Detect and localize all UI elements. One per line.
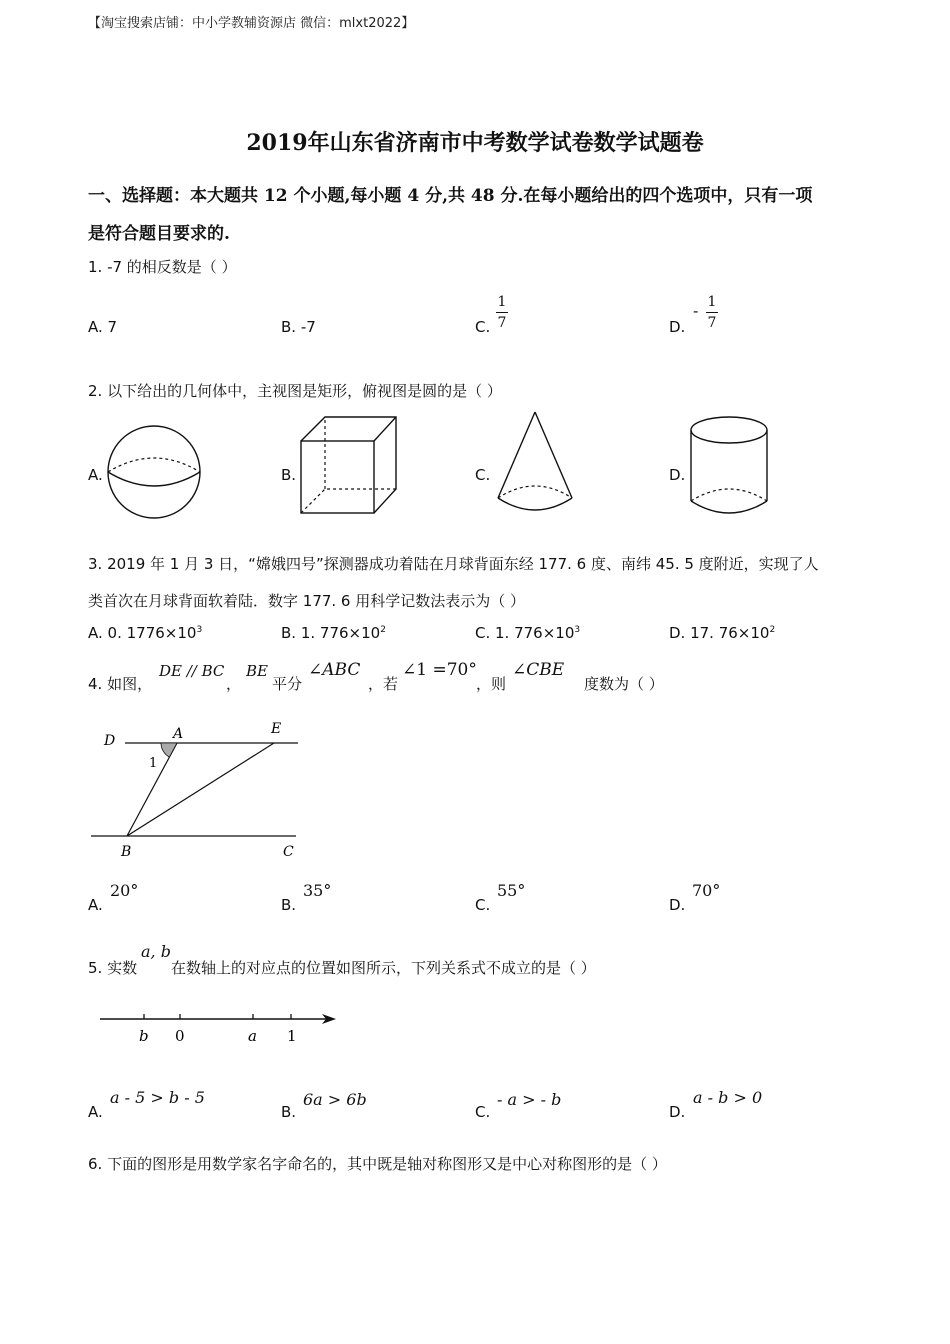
- cube-figure: [300, 415, 400, 515]
- q3-a-text: A. 0. 1776×10: [88, 624, 197, 642]
- header-watermark: 【淘宝搜索店铺：中小学教辅资源店 微信：mlxt2022】: [88, 16, 415, 31]
- q3-option-b: [281, 624, 386, 642]
- q5-suffix: 在数轴上的对应点的位置如图所示，下列关系式不成立的是（ ）: [171, 959, 596, 977]
- q1-d-denominator: 7: [707, 315, 717, 331]
- q5-option-b-label: B.: [281, 1103, 297, 1121]
- q5-prefix: 5. 实数: [88, 959, 138, 977]
- q1-c-numerator: 1: [497, 294, 507, 310]
- q3-c-exponent: 3: [574, 625, 581, 635]
- q4-option-a-label: A.: [88, 896, 103, 914]
- q4-angle1: ∠1 =70°: [402, 660, 477, 680]
- axis-label-zero: 0: [175, 1027, 185, 1045]
- q6-stem: 6. 下面的图形是用数学家名字命名的，其中既是轴对称图形又是中心对称图形的是（ ）: [88, 1155, 667, 1173]
- fig-label-d: D: [104, 733, 116, 749]
- q4-option-b-label: B.: [281, 896, 297, 914]
- q5-option-d-expr: a - b > 0: [693, 1088, 763, 1107]
- q4-comma2: ，若: [368, 675, 399, 693]
- q1-d-sign: -: [693, 302, 699, 320]
- q4-bisects: 平分: [272, 675, 303, 693]
- q4-comma1: ，: [226, 675, 242, 693]
- q5-ab: a, b: [141, 942, 171, 961]
- fig-label-b: B: [121, 844, 132, 860]
- fig-label-c: C: [283, 844, 294, 860]
- fig-label-a: A: [173, 726, 184, 742]
- sphere-figure: [104, 422, 204, 522]
- q3-option-d: [669, 624, 775, 642]
- fraction-bar: [706, 312, 718, 313]
- page-title: 2019年山东省济南市中考数学试卷数学试题卷: [246, 130, 704, 156]
- q2-option-a: A.: [88, 466, 103, 484]
- q4-option-c-label: C.: [475, 896, 491, 914]
- q3-d-exponent: 2: [769, 625, 776, 635]
- fraction-bar: [496, 312, 508, 313]
- q1-option-c-label: C.: [475, 318, 491, 336]
- q2-option-b: B.: [281, 466, 297, 484]
- q4-suffix: 度数为（ ）: [584, 675, 664, 693]
- q4-angle-cbe: ∠CBE: [512, 660, 565, 680]
- axis-label-one: 1: [287, 1027, 297, 1045]
- q1-stem: 1. -7 的相反数是（ ）: [88, 258, 237, 276]
- q1-c-denominator: 7: [497, 315, 507, 331]
- axis-label-a: a: [248, 1027, 257, 1045]
- cone-figure: [495, 410, 575, 515]
- q5-option-c-label: C.: [475, 1103, 491, 1121]
- cylinder-figure: [689, 415, 771, 517]
- fig-label-angle1: 1: [149, 756, 158, 771]
- q3-a-exponent: 3: [196, 625, 203, 635]
- section-heading-line2: 是符合题目要求的.: [88, 224, 230, 244]
- q3-b-text: B. 1. 776×10: [281, 624, 381, 642]
- q2-option-c: C.: [475, 466, 491, 484]
- q4-be: BE: [246, 662, 268, 680]
- q4-parallel-lines-figure: [88, 716, 303, 864]
- q3-d-text: D. 17. 76×10: [669, 624, 770, 642]
- q2-option-d: D.: [669, 466, 686, 484]
- q1-option-d-label: D.: [669, 318, 686, 336]
- q5-option-a-expr: a - 5 > b - 5: [110, 1088, 205, 1107]
- q3-stem-line2: 类首次在月球背面软着陆．数字 177. 6 用科学记数法表示为（ ）: [88, 592, 526, 610]
- q4-prefix: 4. 如图，: [88, 675, 153, 693]
- q3-stem-line1: 3. 2019 年 1 月 3 日，“嫦娥四号”探测器成功着陆在月球背面东经 177. 6 度、南纬 45. 5 度附近，实现了人: [88, 555, 819, 573]
- q4-option-b-value: 35°: [303, 881, 332, 900]
- q1-option-c-fraction: [496, 294, 508, 331]
- q5-option-b-expr: 6a > 6b: [303, 1090, 367, 1109]
- q4-option-a-value: 20°: [110, 881, 139, 900]
- q2-stem: 2. 以下给出的几何体中，主视图是矩形，俯视图是圆的是（ ）: [88, 382, 502, 400]
- q4-option-c-value: 55°: [497, 881, 526, 900]
- number-line-figure: [98, 1005, 343, 1050]
- q4-option-d-value: 70°: [692, 881, 721, 900]
- q1-option-a: A. 7: [88, 318, 118, 336]
- q3-c-text: C. 1. 776×10: [475, 624, 575, 642]
- q4-option-d-label: D.: [669, 896, 686, 914]
- q3-option-c: [475, 624, 580, 642]
- q5-option-a-label: A.: [88, 1103, 103, 1121]
- fig-label-e: E: [271, 721, 282, 737]
- q1-option-b: B. -7: [281, 318, 316, 336]
- q3-b-exponent: 2: [380, 625, 386, 635]
- axis-label-b: b: [139, 1027, 149, 1045]
- q4-angle-abc: ∠ABC: [308, 660, 361, 680]
- q5-option-d-label: D.: [669, 1103, 686, 1121]
- q4-cond-parallel: DE // BC: [159, 662, 225, 680]
- q5-option-c-expr: - a > - b: [497, 1090, 562, 1109]
- section-heading-line1: 一、选择题：本大题共 12 个小题,每小题 4 分,共 48 分.在每小题给出的四个选项中，只有一项: [88, 186, 813, 206]
- q3-option-a: [88, 624, 202, 642]
- q4-then: ，则: [476, 675, 507, 693]
- q1-d-numerator: 1: [707, 294, 717, 310]
- q1-option-d-fraction: [706, 294, 718, 331]
